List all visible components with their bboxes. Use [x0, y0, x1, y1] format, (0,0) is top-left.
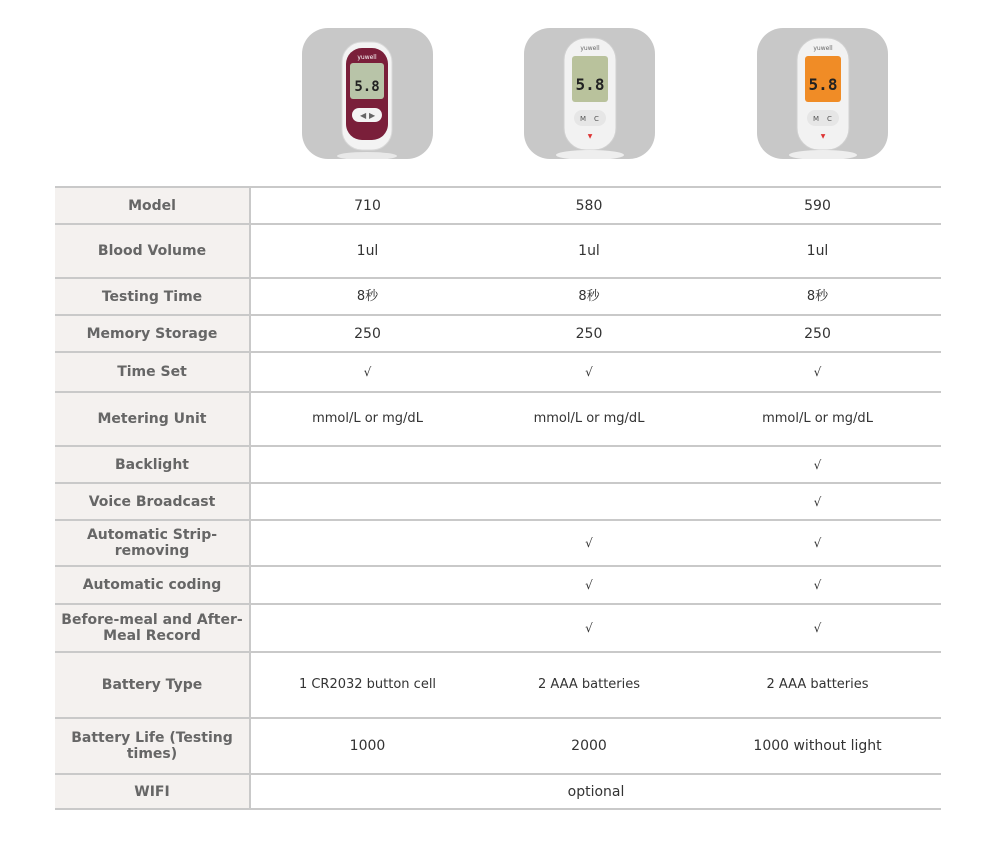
table-row: [55, 187, 941, 224]
cell-time-set-580: √: [484, 352, 694, 392]
svg-text:▼: ▼: [820, 133, 826, 140]
table-row: [55, 224, 941, 278]
row-label-battery-life: Battery Life (Testing times): [55, 718, 250, 774]
svg-text:C: C: [594, 115, 599, 123]
row-label-backlight: Backlight: [55, 446, 250, 483]
row-label-battery-type: Battery Type: [55, 652, 250, 718]
row-label-memory-storage: Memory Storage: [55, 315, 250, 352]
table-row: [55, 315, 941, 352]
cell-memory-580: 250: [484, 315, 694, 352]
cell-backlight-580: [484, 446, 694, 483]
cell-model-580: 580: [484, 187, 694, 224]
cell-coding-710: [250, 566, 484, 604]
svg-text:M: M: [813, 115, 820, 123]
cell-unit-580: mmol/L or mg/dL: [484, 392, 694, 446]
cell-blood-volume-710: 1ul: [250, 224, 484, 278]
table-row: [55, 278, 941, 315]
row-label-auto-coding: Automatic coding: [55, 566, 250, 604]
brand-710: yuwell: [357, 54, 377, 61]
cell-wifi-all: optional: [250, 774, 941, 809]
cell-testing-time-580: 8秒: [484, 278, 694, 315]
cell-backlight-710: [250, 446, 484, 483]
cell-voice-580: [484, 483, 694, 520]
cell-memory-710: 250: [250, 315, 484, 352]
table-row: [55, 718, 941, 774]
cell-testing-time-590: 8秒: [694, 278, 941, 315]
table-row: [55, 520, 941, 566]
svg-text:◀: ◀: [360, 111, 367, 120]
brand-580: yuwell: [580, 45, 600, 52]
cell-meal-710: [250, 604, 484, 652]
row-label-auto-strip-removing: Automatic Strip-removing: [55, 520, 250, 566]
reading-590: 5.8: [808, 75, 838, 94]
cell-time-set-590: √: [694, 352, 941, 392]
cell-battery-life-580: 2000: [484, 718, 694, 774]
cell-battery-type-580: 2 AAA batteries: [484, 652, 694, 718]
svg-text:M: M: [580, 115, 587, 123]
table-row: [55, 604, 941, 652]
cell-strip-580: √: [484, 520, 694, 566]
cell-coding-590: √: [694, 566, 941, 604]
table-row: [55, 392, 941, 446]
reading-710: 5.8: [354, 79, 380, 95]
table-row: [55, 352, 941, 392]
row-label-model: Model: [55, 187, 250, 224]
brand-590: yuwell: [813, 45, 833, 52]
row-label-metering-unit: Metering Unit: [55, 392, 250, 446]
row-label-testing-time: Testing Time: [55, 278, 250, 315]
cell-coding-580: √: [484, 566, 694, 604]
cell-model-590: 590: [694, 187, 941, 224]
meter-710-image: [302, 28, 433, 159]
cell-backlight-590: √: [694, 446, 941, 483]
row-label-voice-broadcast: Voice Broadcast: [55, 483, 250, 520]
row-label-blood-volume: Blood Volume: [55, 224, 250, 278]
svg-text:▼: ▼: [587, 133, 593, 140]
cell-meal-590: √: [694, 604, 941, 652]
cell-unit-590: mmol/L or mg/dL: [694, 392, 941, 446]
reading-580: 5.8: [575, 75, 605, 94]
product-images: [0, 0, 1000, 186]
cell-voice-590: √: [694, 483, 941, 520]
table-row: [55, 446, 941, 483]
cell-strip-710: [250, 520, 484, 566]
cell-blood-volume-580: 1ul: [484, 224, 694, 278]
table-row: [55, 566, 941, 604]
row-label-wifi: WIFI: [55, 774, 250, 809]
cell-model-710: 710: [250, 187, 484, 224]
cell-memory-590: 250: [694, 315, 941, 352]
cell-time-set-710: √: [250, 352, 484, 392]
cell-blood-volume-590: 1ul: [694, 224, 941, 278]
cell-unit-710: mmol/L or mg/dL: [250, 392, 484, 446]
svg-text:C: C: [827, 115, 832, 123]
svg-text:▶: ▶: [369, 111, 376, 120]
cell-testing-time-710: 8秒: [250, 278, 484, 315]
cell-strip-590: √: [694, 520, 941, 566]
cell-meal-580: √: [484, 604, 694, 652]
cell-battery-type-710: 1 CR2032 button cell: [250, 652, 484, 718]
meter-580-image: [524, 28, 655, 159]
table-row: [55, 652, 941, 718]
cell-battery-life-710: 1000: [250, 718, 484, 774]
row-label-time-set: Time Set: [55, 352, 250, 392]
table-row: [55, 774, 941, 809]
row-label-meal-record: Before-meal and After-Meal Record: [55, 604, 250, 652]
cell-battery-life-590: 1000 without light: [694, 718, 941, 774]
cell-voice-710: [250, 483, 484, 520]
cell-battery-type-590: 2 AAA batteries: [694, 652, 941, 718]
meter-590-image: [757, 28, 888, 159]
comparison-table: [55, 186, 941, 810]
table-row: [55, 483, 941, 520]
